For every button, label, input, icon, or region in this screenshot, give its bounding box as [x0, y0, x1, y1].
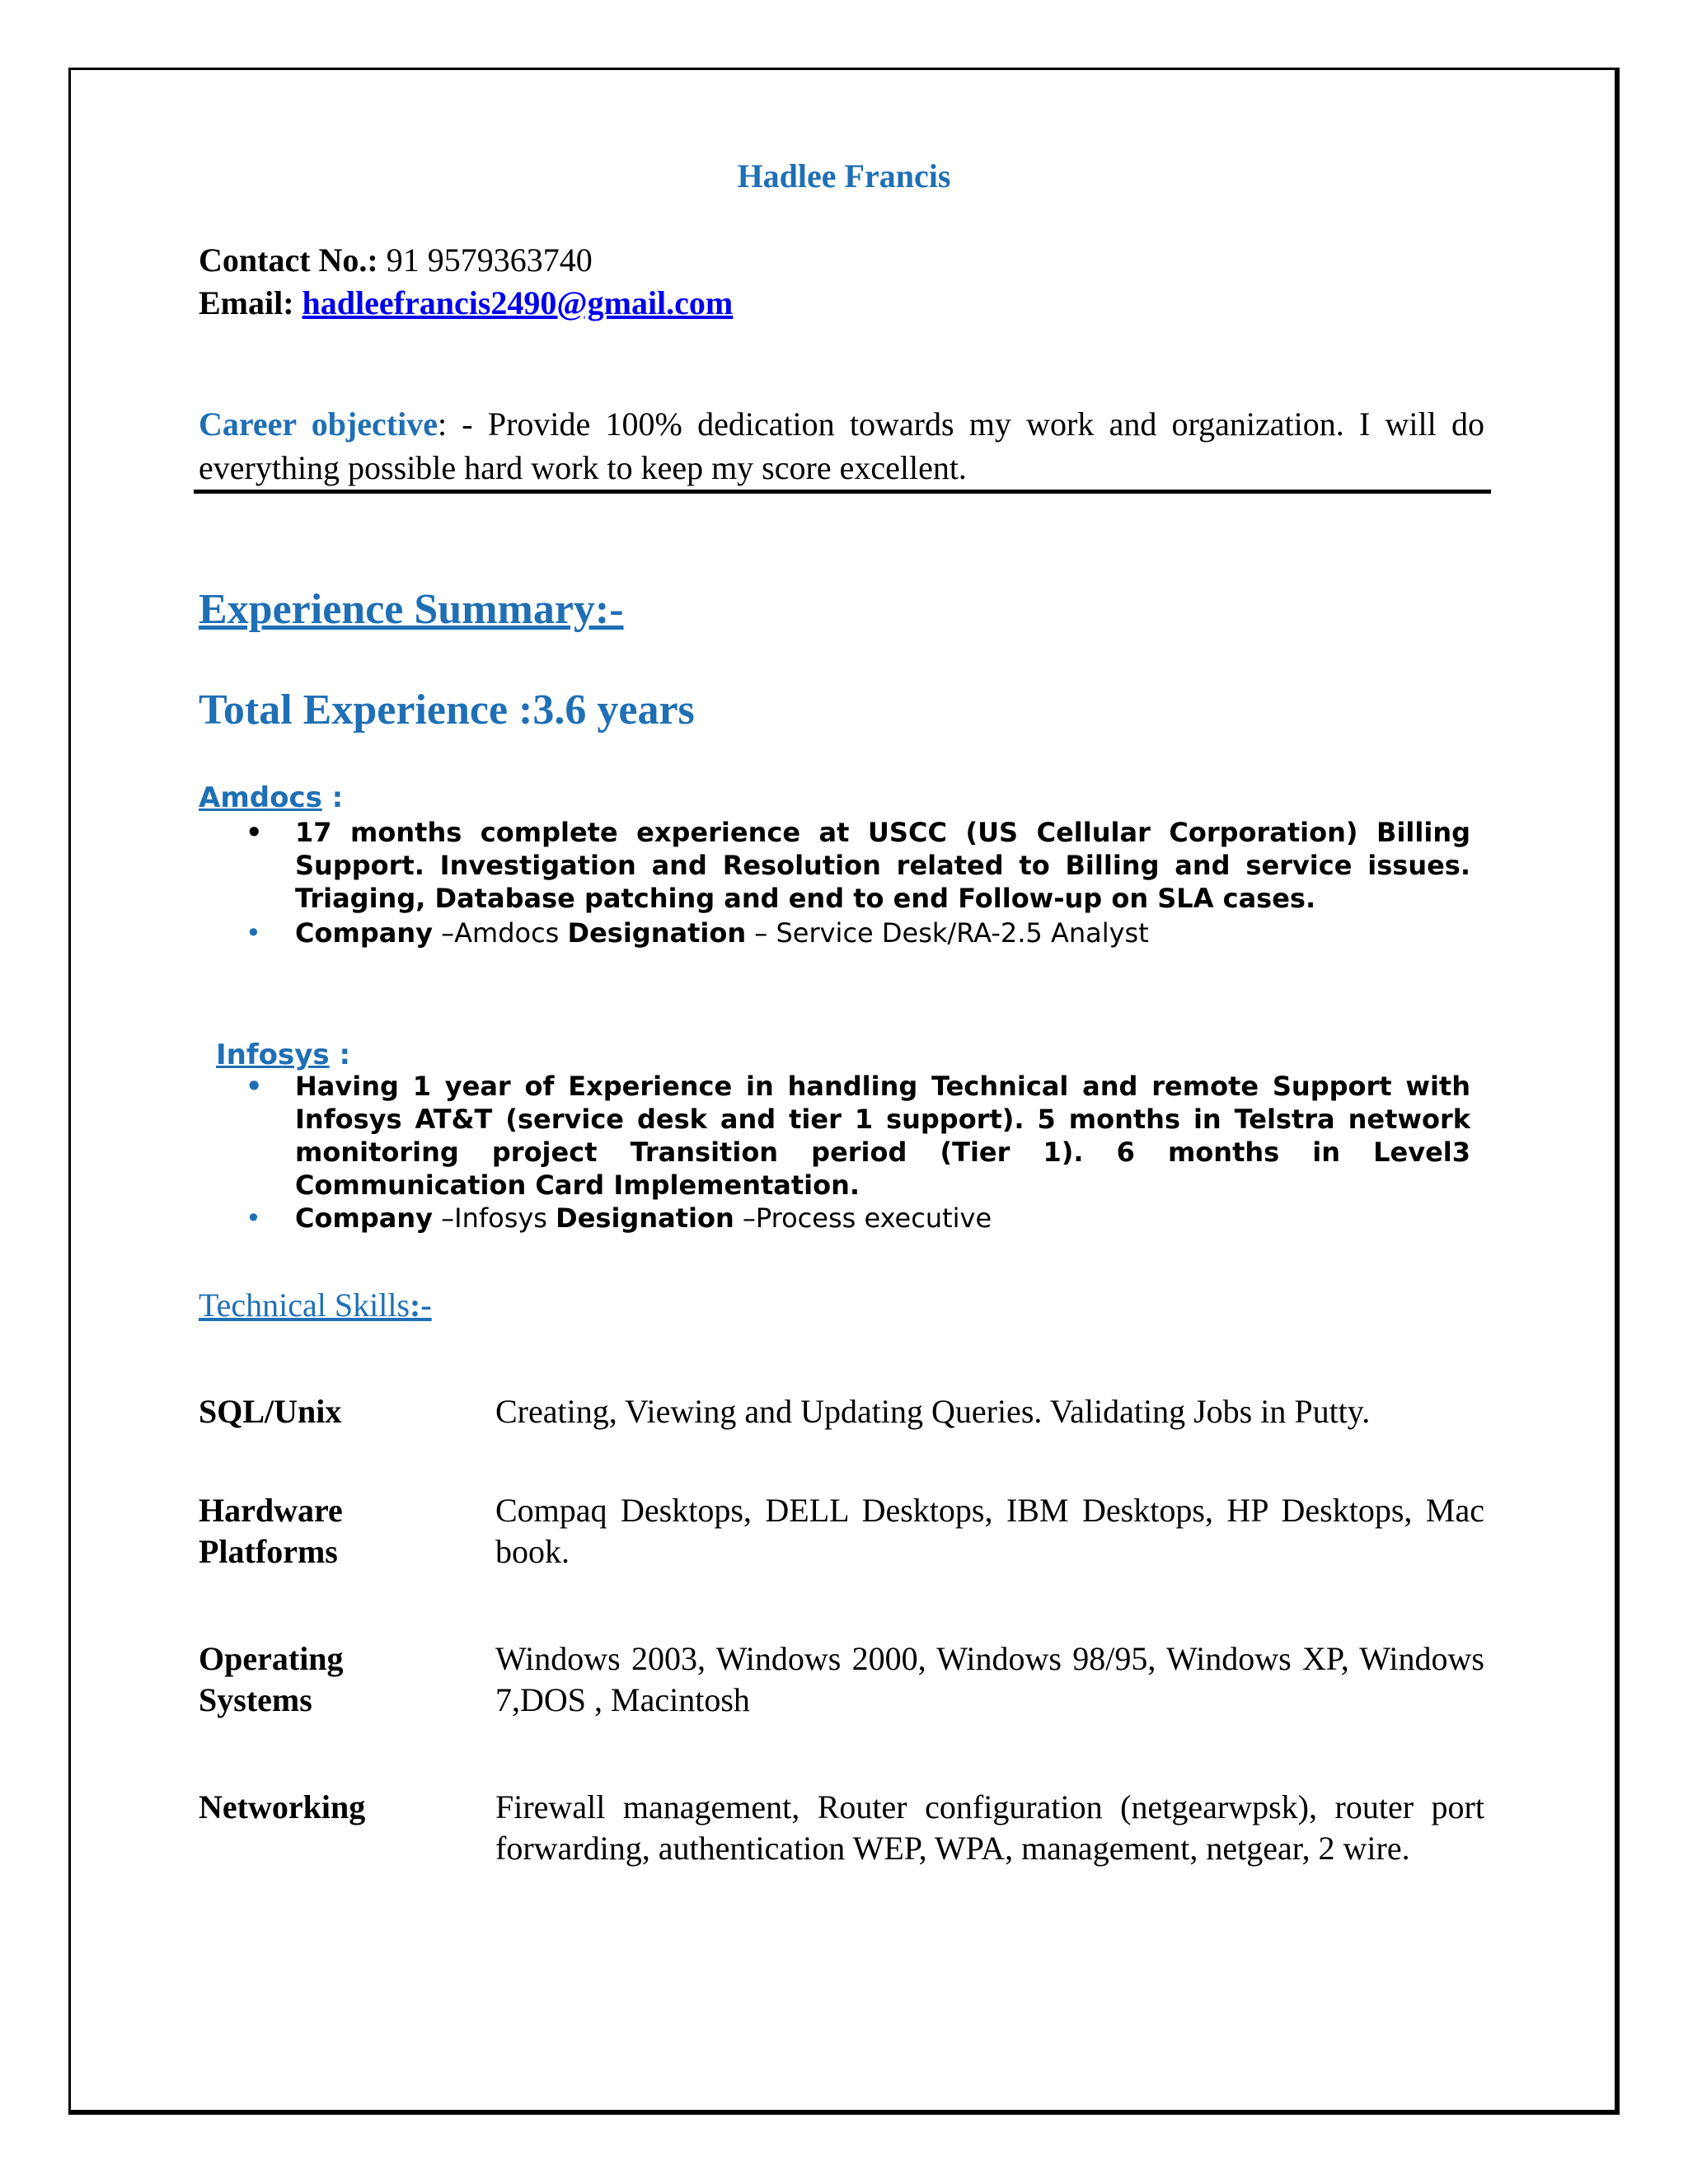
list-item: [246, 1070, 1470, 1202]
skill-value: Windows 2003, Windows 2000, Windows 98/95, Windows XP, Windows 7,DOS , Macintosh: [495, 1640, 1484, 1718]
technical-skills-heading: [199, 1286, 432, 1324]
email-line: [199, 282, 733, 325]
company-value: –Infosys: [441, 1202, 547, 1234]
designation-label: Designation: [556, 1202, 734, 1234]
skill-value: Firewall management, Router configuration (netgearwpsk), router port forwarding, authentication WEP, WPA, management, netgear, 2 wire.: [495, 1788, 1484, 1867]
amdocs-bullets: [246, 816, 1470, 949]
email-link[interactable]: hadleefrancis2490@gmail.com: [302, 284, 734, 321]
company-name: Infosys: [216, 1038, 330, 1071]
job-description: 17 months complete experience at USCC (US Cellular Corporation) Billing Support. Investigation and Resolution related to Billing and service issues. Triaging, Database patching and end to end Follow-up on SLA cases.: [295, 817, 1470, 914]
skill-value: Compaq Desktops, DELL Desktops, IBM Desktops, HP Desktops, Mac book.: [495, 1492, 1484, 1570]
skill-row-networking: [199, 1787, 1484, 1919]
total-experience: Total Experience :3.6 years: [199, 687, 695, 733]
company-label: Company: [295, 1202, 433, 1234]
bullet-icon: •: [246, 1202, 261, 1234]
skill-value: Creating, Viewing and Updating Queries. Validating Jobs in Putty.: [495, 1393, 1371, 1430]
career-objective: [199, 402, 1484, 490]
company-value: –Amdocs: [441, 917, 560, 949]
company-suffix: :: [321, 781, 344, 814]
skill-label: Operating Systems: [199, 1640, 344, 1718]
infosys-bullets: [246, 1070, 1470, 1235]
skill-label: Hardware Platforms: [199, 1492, 343, 1570]
objective-label: Career objective: [199, 405, 438, 443]
skill-row-hardware: [199, 1490, 1484, 1581]
candidate-name: Hadlee Francis: [737, 157, 951, 194]
contact-block: [199, 239, 733, 325]
skill-label: SQL/Unix: [199, 1393, 342, 1430]
technical-skills-title: Technical Skills: [199, 1286, 410, 1324]
company-heading-infosys: [216, 1038, 350, 1071]
email-label: Email:: [199, 284, 294, 321]
contact-value: 91 9579363740: [386, 241, 593, 279]
designation-label: Designation: [567, 917, 747, 949]
list-item: [246, 916, 1470, 949]
company-heading-amdocs: [199, 781, 343, 814]
skill-row-sql-unix: [199, 1391, 1484, 1441]
bullet-icon: •: [246, 1071, 263, 1102]
contact-line: [199, 239, 733, 282]
job-description: Having 1 year of Experience in handling Technical and remote Support with Infosys AT&T (service desk and tier 1 support). 5 months in Telstra network monitoring project Transition period (Tier 1). 6 months in Level3 Communication Card Implementation.: [295, 1071, 1470, 1201]
bullet-icon: •: [246, 817, 263, 848]
list-item: [246, 1202, 1470, 1235]
list-item: [246, 816, 1470, 915]
skill-row-operating-systems: [199, 1638, 1484, 1729]
bullet-icon: •: [246, 917, 261, 949]
skill-label: Networking: [199, 1788, 366, 1825]
contact-label: Contact No.:: [199, 241, 378, 279]
technical-skills-suffix: :-: [410, 1286, 432, 1324]
designation-value: – Service Desk/RA-2.5 Analyst: [754, 917, 1149, 949]
section-divider: [194, 490, 1491, 494]
objective-text: : - Provide 100% dedication towards my work and organization. I will do everything possible hard work to keep my score excellent.: [199, 405, 1485, 486]
designation-value: –Process executive: [742, 1202, 992, 1234]
company-label: Company: [295, 917, 433, 949]
company-name: Amdocs: [199, 781, 322, 814]
experience-summary-heading: Experience Summary:-: [199, 586, 624, 633]
company-suffix: :: [329, 1038, 351, 1071]
